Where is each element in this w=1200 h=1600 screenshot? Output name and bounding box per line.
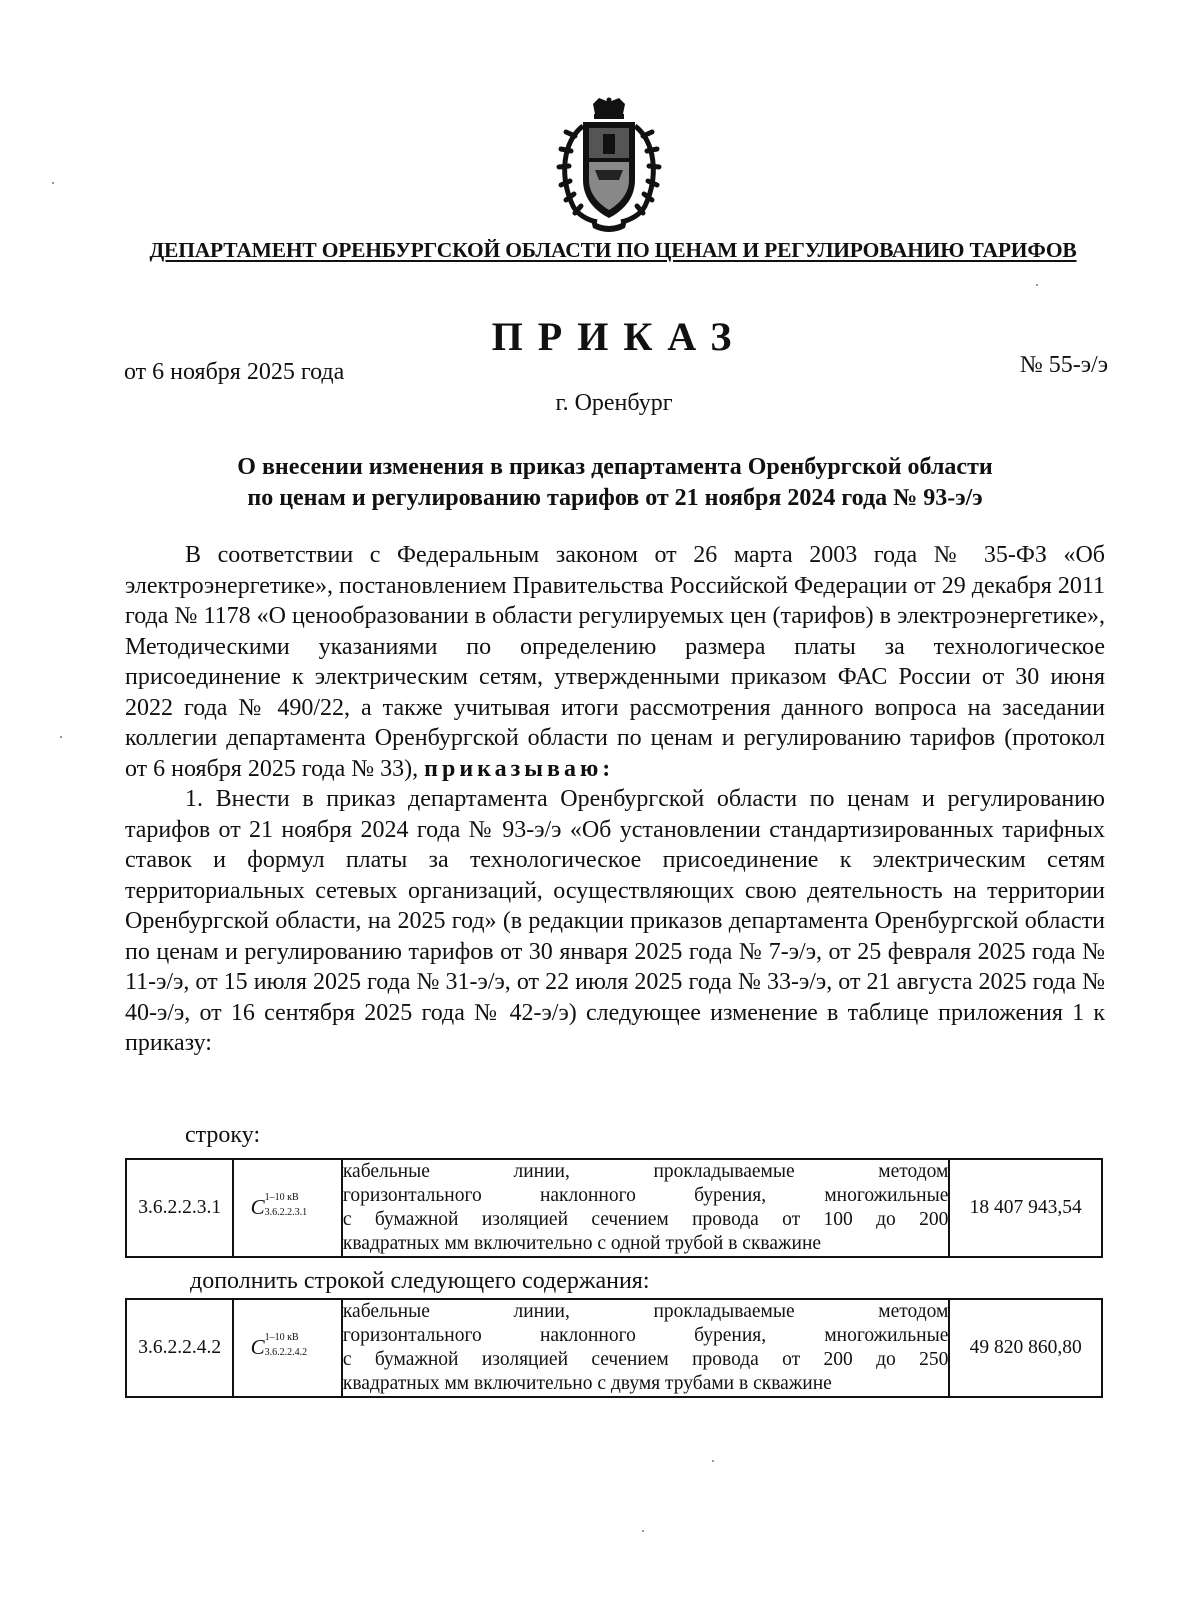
order-city: г. Оренбург (555, 390, 673, 416)
order-subject (120, 452, 1110, 514)
rate-symbol: C 1–10 кВ 3.6.2.2.4.2 (250, 1331, 308, 1359)
scan-speck (60, 736, 62, 738)
rate-symbol: C 1–10 кВ 3.6.2.2.3.1 (250, 1191, 308, 1219)
order-word: приказываю: (424, 755, 615, 782)
tariff-table-new-row (125, 1298, 1103, 1398)
description-line: с бумажной изоляцией сечением провода от 100 до 200 (342, 1209, 949, 1230)
scan-speck (712, 1460, 714, 1462)
rate-symbol-sup: 1–10 кВ (264, 1191, 299, 1203)
description-line: кабельные линии, прокладываемые методом (342, 1161, 949, 1182)
description-line: квадратных мм включительно с одной трубой в скважине (342, 1233, 822, 1254)
order-number: № 55-э/э (1019, 352, 1108, 378)
row-code: 3.6.2.2.3.1 (126, 1159, 233, 1257)
coat-of-arms-icon (553, 96, 665, 234)
department-name: ДЕПАРТАМЕНТ ОРЕНБУРГСКОЙ ОБЛАСТИ ПО ЦЕНАМ И РЕГУЛИРОВАНИЮ ТАРИФОВ (149, 238, 1077, 262)
scan-speck (642, 1530, 644, 1532)
row-code: 3.6.2.2.4.2 (126, 1299, 233, 1397)
row-description (342, 1299, 949, 1397)
row-description (342, 1159, 949, 1257)
description-line: квадратных мм включительно с двумя трубами в скважине (342, 1373, 832, 1394)
rate-symbol-sub: 3.6.2.2.4.2 (264, 1346, 308, 1358)
description-line: кабельные линии, прокладываемые методом (342, 1301, 949, 1322)
subject-line-1: О внесении изменения в приказ департамента Оренбургской области (237, 454, 993, 480)
order-body (125, 540, 1105, 1059)
description-line: горизонтального наклонного бурения, многожильные (342, 1325, 949, 1346)
row-value: 49 820 860,80 (949, 1299, 1102, 1397)
table-row (126, 1299, 1102, 1397)
scan-speck (1036, 284, 1038, 286)
preamble-text: В соответствии с Федеральным законом от 26 марта 2003 года № 35-ФЗ «Об электроэнергетике», постановлением Правительства Российской Федерации от 29 декабря 2011 года № 1178 «О ценообразовании в области регулируемых цен (тарифов) в электроэнергетике», Методическими указаниями по определению размера платы за технологическое присоединение к электрическим сетям, утвержденными приказом ФАС России от 30 июня 2022 года № 490/22, а также учитывая итоги рассмотрения данного вопроса на заседании коллегии департамента Оренбургской области по ценам и регулированию тарифов (протокол от 6 ноября 2025 года № 33), (125, 542, 1105, 782)
scan-speck (52, 182, 54, 184)
order-date: от 6 ноября 2025 года (124, 359, 345, 385)
table-row (126, 1159, 1102, 1257)
row-label: строку: (185, 1122, 261, 1148)
description-line: горизонтального наклонного бурения, многожильные (342, 1185, 949, 1206)
preamble-paragraph (125, 540, 1105, 784)
subject-line-2: по ценам и регулированию тарифов от 21 ноября 2024 года № 93-э/э (247, 485, 983, 511)
document-type-title: ПРИКАЗ (491, 314, 747, 359)
row-symbol (233, 1159, 341, 1257)
tariff-table-existing-row (125, 1158, 1103, 1258)
row-symbol (233, 1299, 341, 1397)
item-1-paragraph: 1. Внести в приказ департамента Оренбургской области по ценам и регулированию тарифов от 21 ноября 2024 года № 93-э/э «Об установлении стандартизированных тарифных ставок и формул платы за технологическое присоединение к электрическим сетям территориальных сетевых организаций, осуществляющих свою деятельность на территории Оренбургской области, на 2025 год» (в редакции приказов департамента Оренбургской области по ценам и регулированию тарифов от 30 января 2025 года № 7-э/э, от 25 февраля 2025 года № 11-э/э, от 15 июля 2025 года № 31-э/э, от 22 июля 2025 года № 33-э/э, от 21 августа 2025 года № 40-э/э, от 16 сентября 2025 года № 42-э/э) следующее изменение в таблице приложения 1 к приказу: (125, 786, 1105, 1056)
row-value: 18 407 943,54 (949, 1159, 1102, 1257)
description-line: с бумажной изоляцией сечением провода от 200 до 250 (342, 1349, 949, 1370)
rate-symbol-sub: 3.6.2.2.3.1 (264, 1206, 308, 1218)
add-row-label: дополнить строкой следующего содержания: (190, 1268, 650, 1294)
rate-symbol-sup: 1–10 кВ (264, 1331, 299, 1343)
